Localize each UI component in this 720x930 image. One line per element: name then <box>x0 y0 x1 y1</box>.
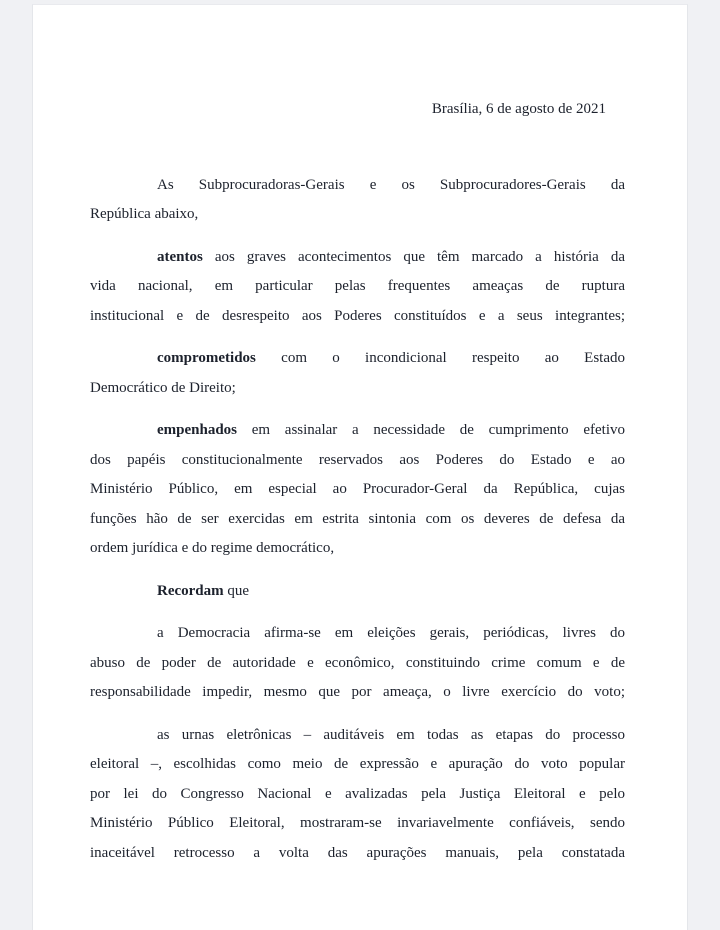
text-line: por lei do Congresso Nacional e avalizadas pela Justiça Eleitoral e pelo <box>90 785 625 802</box>
text-line: funções hão de ser exercidas em estrita sintonia com os deveres de defesa da <box>90 510 625 527</box>
text-line: atentos aos graves acontecimentos que têm marcado a história da <box>157 248 625 265</box>
text-line: a Democracia afirma-se em eleições gerais, periódicas, livres do <box>157 625 625 641</box>
text-line: as urnas eletrônicas – auditáveis em todas as etapas do processo <box>157 726 625 743</box>
paragraph <box>90 344 625 403</box>
document-body <box>90 171 625 869</box>
bold-lead-word: atentos <box>157 248 203 265</box>
paragraph <box>90 171 625 230</box>
text-line: República abaixo, <box>90 206 199 222</box>
text-line: abuso de poder de autoridade e econômico, constituindo crime comum e de <box>90 654 625 671</box>
text-line: Ministério Público, em especial ao Procurador-Geral da República, cujas <box>90 481 625 497</box>
text-line: Recordam que <box>157 582 250 599</box>
text-line: Ministério Público Eleitoral, mostraram-se invariavelmente confiáveis, sendo <box>90 815 625 831</box>
dateline: Brasília, 6 de agosto de 2021 <box>431 101 606 117</box>
bold-lead-word: empenhados <box>157 422 238 438</box>
paragraph <box>90 619 625 708</box>
text-line: Democrático de Direito; <box>90 379 236 396</box>
paragraph <box>90 721 625 869</box>
text-line: eleitoral –, escolhidas como meio de expressão e apuração do voto popular <box>90 756 625 772</box>
paragraph <box>90 243 625 332</box>
bold-lead-word: Recordam <box>157 582 224 599</box>
text-line: responsabilidade impedir, mesmo que por ameaça, o livre exercício do voto; <box>90 684 625 700</box>
text-line: inaceitável retrocesso a volta das apurações manuais, pela constatada <box>90 844 625 861</box>
text-line: institucional e de desrespeito aos Poderes constituídos e a seus integrantes; <box>90 307 625 324</box>
text-line: comprometidos com o incondicional respeito ao Estado <box>157 350 625 366</box>
paragraph <box>90 416 625 564</box>
bold-lead-word: comprometidos <box>157 350 256 366</box>
text-line: empenhados em assinalar a necessidade de cumprimento efetivo <box>157 422 625 438</box>
text-line: ordem jurídica e do regime democrático, <box>90 540 335 556</box>
text-line: dos papéis constitucionalmente reservados aos Poderes do Estado e ao <box>90 451 625 468</box>
text-line: As Subprocuradoras-Gerais e os Subprocuradores-Gerais da <box>157 176 625 193</box>
paragraph <box>90 577 625 607</box>
document-page <box>32 4 688 930</box>
text-line: vida nacional, em particular pelas frequentes ameaças de ruptura <box>90 278 625 294</box>
